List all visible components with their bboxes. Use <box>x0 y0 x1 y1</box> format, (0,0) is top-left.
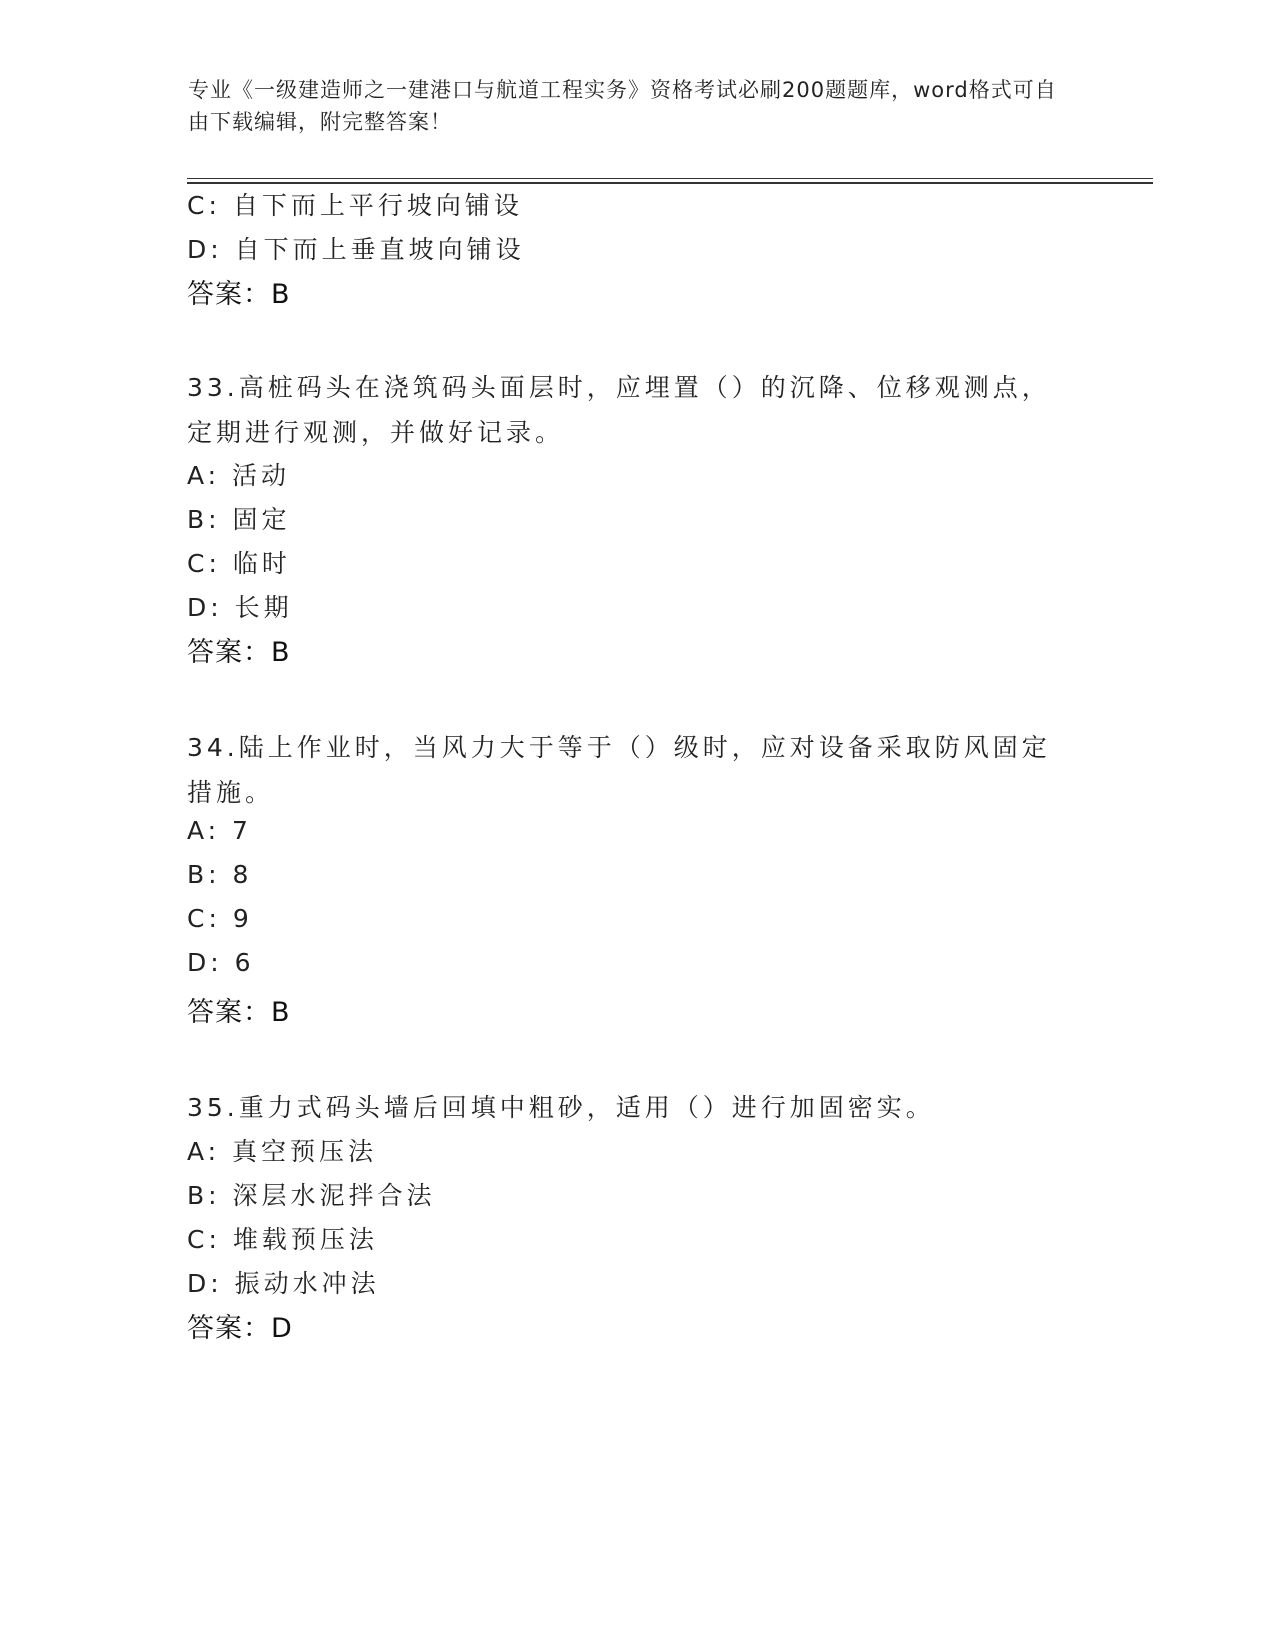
answer-line: 答案：B <box>187 997 291 1028</box>
option-a: A: 7 <box>187 816 252 845</box>
answer-line: 答案：D <box>187 1313 293 1344</box>
header-divider-thin <box>187 178 1153 179</box>
option-d: D: 长期 <box>187 593 293 622</box>
option-c: C: 自下而上平行坡向铺设 <box>187 191 523 220</box>
option-b: B: 固定 <box>187 505 291 534</box>
option-d: D: 6 <box>187 948 255 977</box>
document-header: 专业《一级建造师之一建港口与航道工程实务》资格考试必刷200题题库，word格式可自由下载编辑，附完整答案！ <box>188 78 1057 134</box>
header-divider-thick <box>187 182 1153 184</box>
question-stem: 33.高桩码头在浇筑码头面层时，应埋置（）的沉降、位移观测点，定期进行观测，并做好记录。 <box>187 373 1051 447</box>
answer-line: 答案：B <box>187 637 291 668</box>
option-c: C: 临时 <box>187 549 291 578</box>
option-d: D: 自下而上垂直坡向铺设 <box>187 235 525 264</box>
option-a: A: 活动 <box>187 461 291 490</box>
option-b: B: 8 <box>187 860 253 889</box>
question-stem: 35.重力式码头墙后回填中粗砂，适用（）进行加固密实。 <box>187 1093 935 1122</box>
option-d: D: 振动水冲法 <box>187 1269 380 1298</box>
option-b: B: 深层水泥拌合法 <box>187 1181 436 1210</box>
option-a: A: 真空预压法 <box>187 1137 378 1166</box>
option-c: C: 堆载预压法 <box>187 1225 378 1254</box>
answer-line: 答案：B <box>187 279 291 310</box>
question-stem: 34.陆上作业时，当风力大于等于（）级时，应对设备采取防风固定措施。 <box>187 733 1051 807</box>
option-c: C: 9 <box>187 904 253 933</box>
